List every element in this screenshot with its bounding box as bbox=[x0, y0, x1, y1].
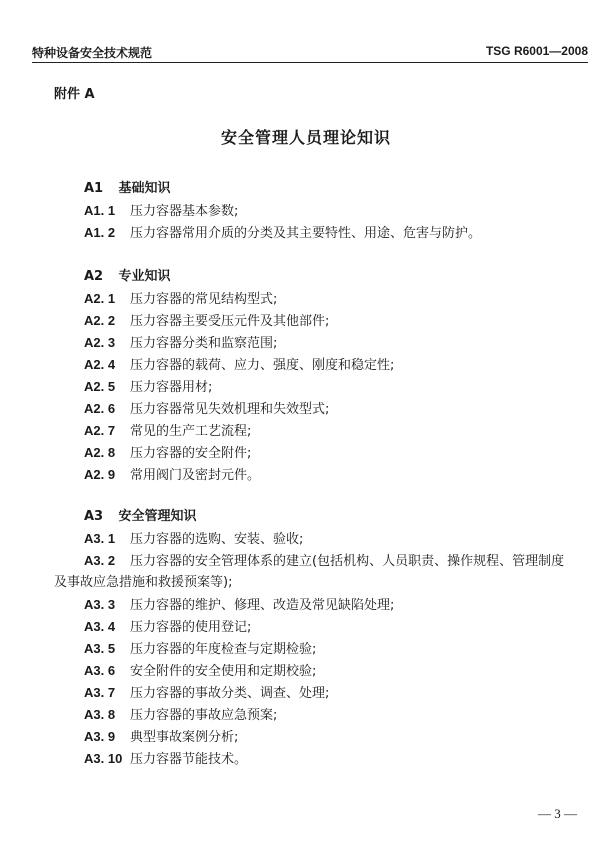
item-number: A2. 7 bbox=[84, 423, 116, 438]
list-item bbox=[84, 528, 594, 550]
item-text: 压力容器用材; bbox=[130, 380, 213, 395]
section-title: 专业知识 bbox=[118, 269, 171, 284]
list-item bbox=[84, 310, 594, 332]
item-text: 压力容器主要受压元件及其他部件; bbox=[130, 314, 330, 329]
page-number: — 3 — bbox=[538, 806, 577, 821]
list-item bbox=[84, 660, 594, 682]
item-text: 安全附件的安全使用和定期校验; bbox=[130, 664, 317, 679]
item-number: A3. 1 bbox=[84, 531, 116, 546]
item-number: A3. 3 bbox=[84, 597, 116, 612]
list-item bbox=[84, 616, 594, 638]
page-title: 安全管理人员理论知识 bbox=[220, 128, 391, 147]
item-number: A3. 5 bbox=[84, 641, 116, 656]
section-a1 bbox=[84, 178, 594, 244]
item-number: A2. 2 bbox=[84, 313, 116, 328]
list-item bbox=[84, 376, 594, 398]
running-header bbox=[32, 44, 588, 63]
list-item bbox=[84, 594, 594, 616]
item-number: A3. 10 bbox=[84, 751, 123, 766]
item-text: 压力容器节能技术。 bbox=[130, 752, 248, 767]
item-number: A2. 3 bbox=[84, 335, 116, 350]
section-code: A1 bbox=[84, 181, 104, 196]
item-number: A2. 4 bbox=[84, 357, 116, 372]
list-item bbox=[84, 354, 594, 376]
item-text: 压力容器分类和监察范围; bbox=[130, 336, 278, 351]
item-text: 压力容器的事故应急预案; bbox=[130, 708, 278, 723]
item-text: 典型事故案例分析; bbox=[130, 730, 239, 745]
item-number: A2. 5 bbox=[84, 379, 116, 394]
item-number: A3. 6 bbox=[84, 663, 116, 678]
section-heading bbox=[84, 266, 594, 288]
item-text: 压力容器常见失效机理和失效型式; bbox=[130, 402, 330, 417]
list-item bbox=[84, 332, 594, 354]
section-a2 bbox=[84, 266, 594, 486]
item-number: A1. 2 bbox=[84, 225, 116, 240]
list-item bbox=[84, 638, 594, 660]
list-item bbox=[84, 288, 594, 310]
appendix-label: 附件 A bbox=[54, 87, 95, 102]
item-text: 压力容器的安全管理体系的建立(包括机构、人员职责、操作规程、管理制度 bbox=[130, 554, 565, 569]
header-series-title: 特种设备安全技术规范 bbox=[32, 46, 153, 60]
item-text: 压力容器常用介质的分类及其主要特性、用途、危害与防护。 bbox=[130, 226, 482, 241]
item-text: 压力容器的常见结构型式; bbox=[130, 292, 278, 307]
list-item bbox=[84, 200, 594, 222]
section-code: A2 bbox=[84, 269, 104, 284]
item-text: 压力容器的载荷、应力、强度、刚度和稳定性; bbox=[130, 358, 395, 373]
item-number: A2. 6 bbox=[84, 401, 116, 416]
list-item bbox=[84, 222, 594, 244]
section-a3 bbox=[54, 506, 594, 770]
item-number: A3. 2 bbox=[84, 553, 116, 568]
list-item bbox=[84, 464, 594, 486]
list-item bbox=[84, 704, 594, 726]
list-item bbox=[84, 420, 594, 442]
item-text: 压力容器的安全附件; bbox=[130, 446, 252, 461]
item-number: A2. 1 bbox=[84, 291, 116, 306]
section-code: A3 bbox=[84, 509, 104, 524]
item-text-continued: 及事故应急措施和救援预案等); bbox=[54, 575, 233, 590]
item-text: 压力容器的选购、安装、验收; bbox=[130, 532, 304, 547]
item-text: 压力容器的事故分类、调查、处理; bbox=[130, 686, 330, 701]
list-item bbox=[84, 398, 594, 420]
item-number: A2. 9 bbox=[84, 467, 116, 482]
section-heading bbox=[84, 178, 594, 200]
section-title: 基础知识 bbox=[118, 181, 171, 196]
item-number: A3. 9 bbox=[84, 729, 116, 744]
list-item bbox=[84, 748, 594, 770]
item-number: A3. 7 bbox=[84, 685, 116, 700]
list-item bbox=[84, 726, 594, 748]
list-item-continuation bbox=[54, 572, 594, 594]
item-text: 常用阀门及密封元件。 bbox=[130, 468, 261, 483]
item-number: A1. 1 bbox=[84, 203, 116, 218]
item-number: A3. 4 bbox=[84, 619, 116, 634]
section-heading bbox=[84, 506, 594, 528]
header-standard-code: TSG R6001—2008 bbox=[485, 44, 588, 58]
list-item bbox=[84, 442, 594, 464]
item-text: 压力容器的维护、修理、改造及常见缺陷处理; bbox=[130, 598, 395, 613]
list-item bbox=[84, 550, 594, 572]
item-number: A2. 8 bbox=[84, 445, 116, 460]
item-text: 常见的生产工艺流程; bbox=[130, 424, 252, 439]
section-title: 安全管理知识 bbox=[118, 509, 197, 524]
item-text: 压力容器的使用登记; bbox=[130, 620, 252, 635]
item-number: A3. 8 bbox=[84, 707, 116, 722]
list-item bbox=[84, 682, 594, 704]
item-text: 压力容器基本参数; bbox=[130, 204, 239, 219]
item-text: 压力容器的年度检查与定期检验; bbox=[130, 642, 317, 657]
